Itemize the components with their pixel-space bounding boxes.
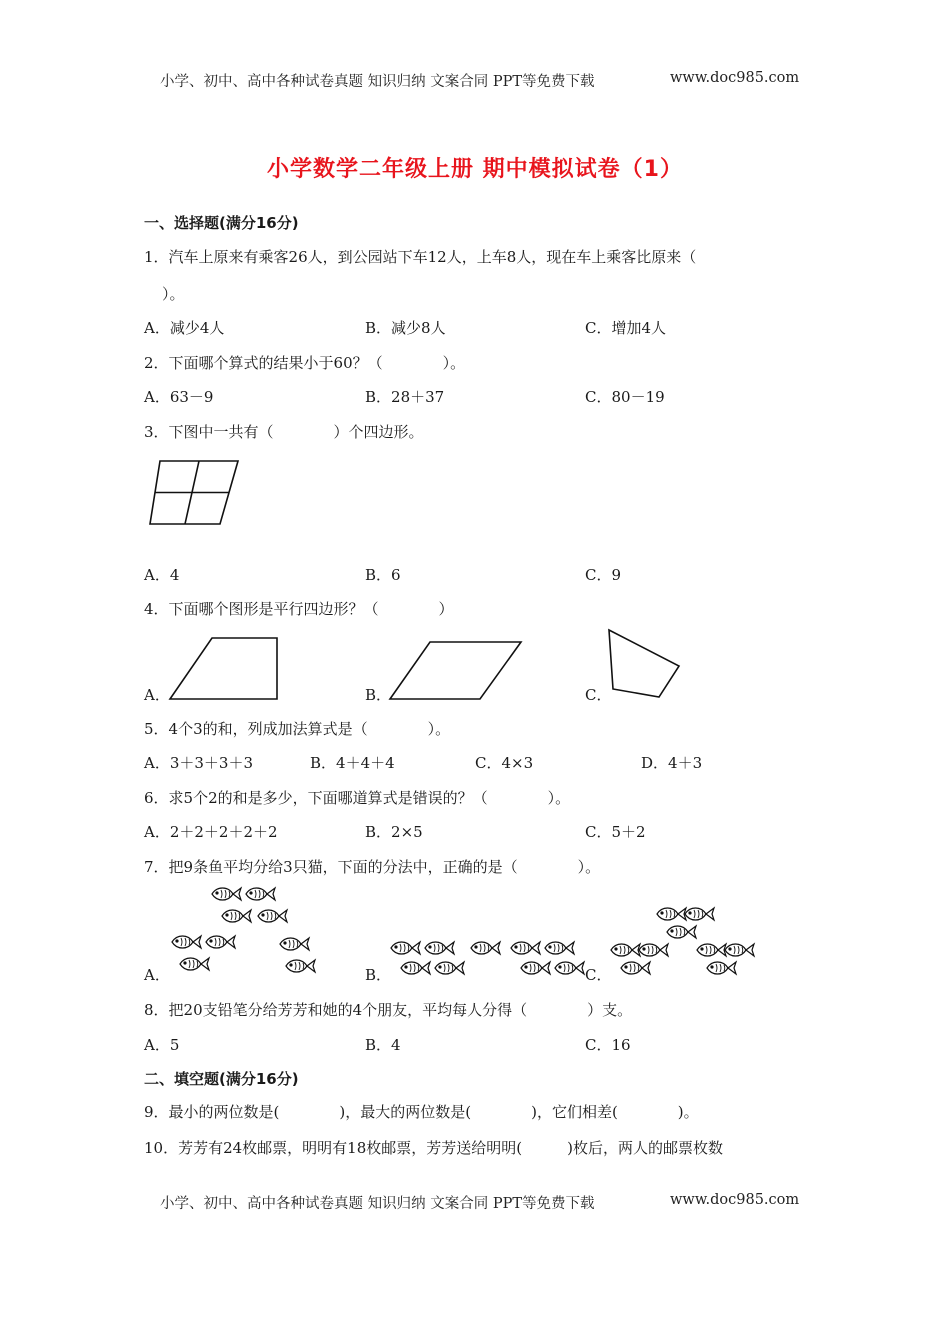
fish-icon xyxy=(172,936,201,948)
question-5-option-c[interactable]: C．4×3 xyxy=(475,754,534,772)
question-6-option-b[interactable]: B．2×5 xyxy=(365,823,423,841)
fish-icon xyxy=(639,944,668,956)
fish-icon xyxy=(435,962,464,974)
question-1-line-1: 1．汽车上原来有乘客26人，到公园站下车12人，上车8人，现在车上乘客比原来（ xyxy=(144,248,697,266)
fish-icon xyxy=(180,958,209,970)
question-7-text: 7．把9条鱼平均分给3只猫，下面的分法中，正确的是（ ）。 xyxy=(144,858,601,876)
question-5-option-a[interactable]: A．3＋3＋3＋3 xyxy=(144,754,254,772)
fish-icon xyxy=(545,942,574,954)
section-heading-choice: 一、选择题(满分16分) xyxy=(144,214,299,232)
fish-icon xyxy=(280,938,309,950)
question-4-text: 4．下面哪个图形是平行四边形？（ ） xyxy=(144,600,454,618)
question-2-option-b[interactable]: B．28＋37 xyxy=(365,388,445,406)
question-10-text: 10．芳芳有24枚邮票，明明有18枚邮票，芳芳送给明明( )枚后，两人的邮票枚数 xyxy=(144,1139,723,1157)
question-7-option-b[interactable]: B． xyxy=(365,966,392,984)
question-4-shape-c-quadrilateral xyxy=(606,627,682,701)
question-3-parallelogram-grid-figure xyxy=(148,458,243,528)
question-9-text: 9．最小的两位数是( )，最大的两位数是( )，它们相差( )。 xyxy=(144,1103,699,1121)
footer-banner-url[interactable]: www.doc985.com xyxy=(670,1192,800,1208)
question-3-option-b[interactable]: B．6 xyxy=(365,566,401,584)
question-1-option-a[interactable]: A．减少4人 xyxy=(144,319,225,337)
question-4-option-a[interactable]: A． xyxy=(144,686,170,704)
fish-icon xyxy=(621,962,650,974)
question-7-fish-group-a xyxy=(160,880,330,985)
fish-icon xyxy=(685,908,714,920)
fish-icon xyxy=(425,942,454,954)
question-6-option-a[interactable]: A．2＋2＋2＋2＋2 xyxy=(144,823,278,841)
fish-icon xyxy=(521,962,550,974)
question-8-option-c[interactable]: C．16 xyxy=(585,1036,631,1054)
fish-icon xyxy=(697,944,726,956)
question-2-option-a[interactable]: A．63－9 xyxy=(144,388,214,406)
footer-banner-text: 小学、初中、高中各种试卷真题 知识归纳 文案合同 PPT等免费下载 xyxy=(160,1196,595,1212)
fish-icon xyxy=(471,942,500,954)
question-1-line-2: ）。 xyxy=(162,285,185,303)
question-8-option-b[interactable]: B．4 xyxy=(365,1036,401,1054)
question-3-option-a[interactable]: A．4 xyxy=(144,566,180,584)
question-1-option-c[interactable]: C．增加4人 xyxy=(585,319,667,337)
fish-icon xyxy=(206,936,235,948)
fish-icon xyxy=(511,942,540,954)
question-8-text: 8．把20支铅笔分给芳芳和她的4个朋友，平均每人分得（ ）支。 xyxy=(144,1001,633,1019)
question-2-option-c[interactable]: C．80－19 xyxy=(585,388,665,406)
question-4-shape-a-trapezoid xyxy=(168,636,280,702)
question-7-option-a[interactable]: A． xyxy=(144,966,170,984)
fish-icon xyxy=(212,888,241,900)
question-4-shape-b-parallelogram xyxy=(388,640,524,702)
question-1-option-b[interactable]: B．减少8人 xyxy=(365,319,446,337)
question-7-fish-group-b xyxy=(385,930,585,985)
fish-icon xyxy=(258,910,287,922)
question-2-text: 2．下面哪个算式的结果小于60？（ ）。 xyxy=(144,354,466,372)
question-3-option-c[interactable]: C．9 xyxy=(585,566,622,584)
fish-icon xyxy=(286,960,315,972)
fish-icon xyxy=(725,944,754,956)
fish-icon xyxy=(222,910,251,922)
section-heading-fill-in: 二、填空题(满分16分) xyxy=(144,1070,299,1088)
question-8-option-a[interactable]: A．5 xyxy=(144,1036,180,1054)
question-5-option-d[interactable]: D．4＋3 xyxy=(641,754,703,772)
page-title: 小学数学二年级上册 期中模拟试卷（1） xyxy=(267,157,683,182)
question-6-option-c[interactable]: C．5＋2 xyxy=(585,823,646,841)
fish-icon xyxy=(611,944,640,956)
fish-icon xyxy=(667,926,696,938)
fish-icon xyxy=(707,962,736,974)
fish-icon xyxy=(391,942,420,954)
question-7-option-c[interactable]: C． xyxy=(585,966,612,984)
fish-icon xyxy=(246,888,275,900)
question-5-option-b[interactable]: B．4＋4＋4 xyxy=(310,754,395,772)
question-4-option-b[interactable]: B． xyxy=(365,686,392,704)
question-6-text: 6．求5个2的和是多少，下面哪道算式是错误的？（ ）。 xyxy=(144,789,571,807)
question-4-option-c[interactable]: C． xyxy=(585,686,612,704)
question-5-text: 5．4个3的和，列成加法算式是（ ）。 xyxy=(144,720,451,738)
fish-icon xyxy=(657,908,686,920)
header-banner-url[interactable]: www.doc985.com xyxy=(670,70,800,86)
fish-icon xyxy=(401,962,430,974)
header-banner-text: 小学、初中、高中各种试卷真题 知识归纳 文案合同 PPT等免费下载 xyxy=(160,74,595,90)
fish-icon xyxy=(555,962,584,974)
question-3-text: 3．下图中一共有（ ）个四边形。 xyxy=(144,423,424,441)
question-7-fish-group-c xyxy=(605,900,755,985)
